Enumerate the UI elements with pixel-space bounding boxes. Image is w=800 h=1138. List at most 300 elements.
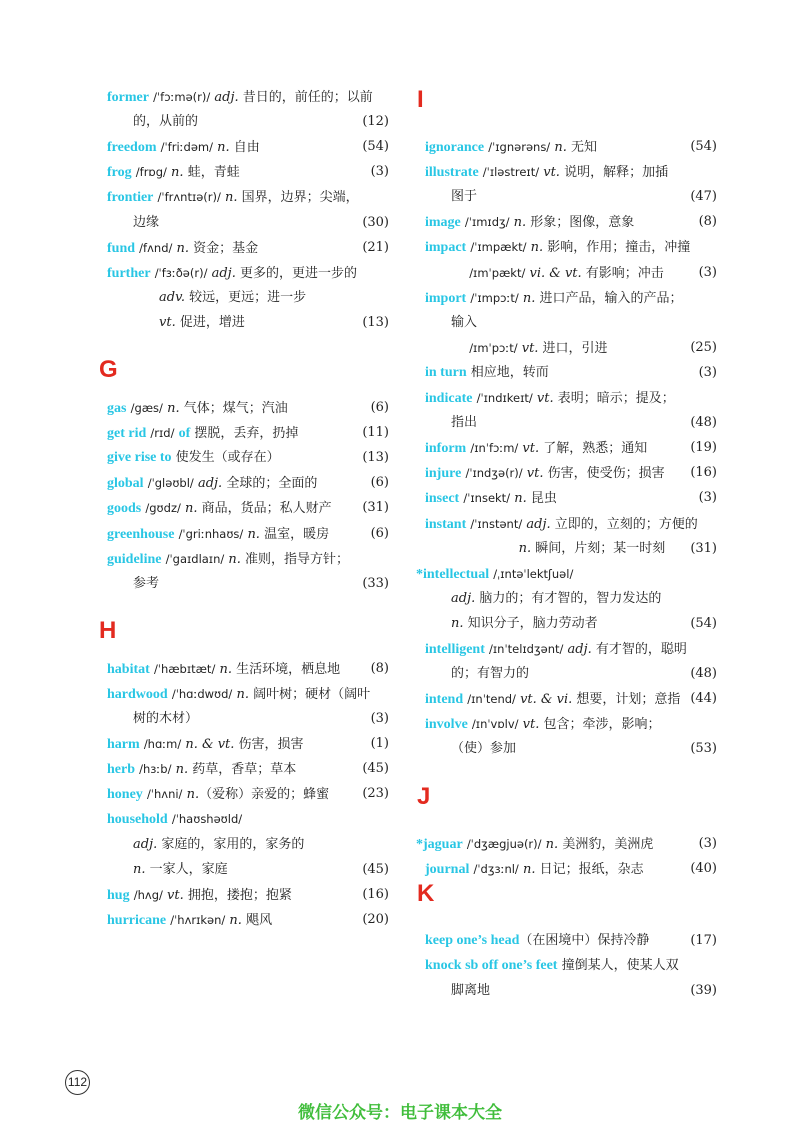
- phonetic: /ˈhʌrɪkən/: [170, 912, 226, 927]
- entry-text: [107, 808, 242, 831]
- part-of-speech: adj.: [214, 90, 239, 105]
- entry-text: [425, 513, 698, 536]
- phonetic: /hʌg/: [133, 887, 163, 902]
- phonetic: /ˈɪnsekt/: [463, 491, 511, 506]
- definition: 家庭的，家用的，家务的: [157, 836, 305, 852]
- lesson-page-ref: (3): [698, 364, 717, 380]
- glossary-entry: [107, 136, 389, 158]
- phonetic: /ˈfɔːmə(r)/: [153, 90, 211, 104]
- glossary-entry: [107, 161, 389, 183]
- part-of-speech: n.: [554, 140, 567, 155]
- entry-text: [159, 287, 306, 309]
- glossary-entry: [107, 683, 389, 705]
- lesson-page-ref: (48): [690, 415, 717, 431]
- glossary-entry: [425, 211, 717, 233]
- lesson-page-ref: (21): [362, 239, 389, 255]
- entry-text: [469, 337, 607, 360]
- part-of-speech: vt.: [526, 466, 544, 482]
- entry-text: [416, 833, 653, 856]
- headword: instant: [425, 516, 467, 532]
- glossary-continuation: [107, 287, 389, 309]
- glossary-continuation: [425, 538, 717, 560]
- headword: honey: [107, 787, 143, 803]
- glossary-continuation: [107, 212, 389, 234]
- definition: 自由: [229, 140, 260, 156]
- definition: 输入: [451, 314, 478, 330]
- lesson-page-ref: (54): [690, 615, 717, 631]
- lesson-page-ref: (11): [362, 425, 389, 441]
- lesson-page-ref: (16): [362, 886, 389, 902]
- lesson-page-ref: (1): [370, 736, 389, 752]
- definition: （爱称）亲爱的；蜂蜜: [199, 787, 330, 803]
- part-of-speech: n.: [522, 290, 536, 306]
- definition: 摆脱，丢弃，扔掉: [190, 426, 299, 442]
- entry-text: [107, 397, 288, 420]
- part-of-speech: n.: [530, 240, 544, 256]
- phonetic: /ˈfrʌntɪə(r)/: [157, 190, 221, 205]
- headword: greenhouse: [107, 526, 175, 542]
- definition: 无知: [566, 140, 597, 155]
- phonetic: /ˈdʒɜːnl/: [473, 861, 519, 876]
- part-of-speech: n. & vt.: [185, 737, 235, 753]
- headword: ignorance: [425, 140, 485, 155]
- headword: goods: [107, 501, 142, 517]
- definition: 资金；基金: [189, 240, 259, 256]
- phonetic: /frɒg/: [135, 165, 167, 180]
- part-of-speech: vi. & vt.: [529, 265, 582, 281]
- part-of-speech: adj.: [197, 476, 223, 492]
- glossary-continuation: [107, 859, 389, 881]
- glossary-entry: [107, 237, 389, 259]
- lesson-page-ref: (12): [362, 114, 389, 130]
- headword: former: [107, 90, 149, 105]
- glossary-entry: [107, 447, 389, 469]
- lesson-page-ref: (3): [698, 835, 717, 851]
- definition: 了解，熟悉；通知: [539, 441, 648, 457]
- definition: 想要，计划；意指: [572, 692, 681, 708]
- lesson-page-ref: (8): [698, 214, 717, 230]
- phonetic: /fʌnd/: [139, 240, 173, 255]
- part-of-speech: n.: [514, 491, 527, 507]
- entry-text: [425, 362, 549, 384]
- entry-text: [451, 412, 477, 434]
- lesson-page-ref: (25): [690, 339, 717, 355]
- glossary-continuation: [107, 834, 389, 856]
- headword: impact: [425, 240, 467, 256]
- headword: habitat: [107, 661, 150, 677]
- phonetic: /ˈɪmɪdʒ/: [464, 215, 510, 230]
- definition: 温室，暖房: [259, 526, 330, 542]
- phonetic: /ˈhɑːdwʊd/: [171, 686, 233, 701]
- glossary-entry: [425, 287, 717, 309]
- definition: 影响，作用；撞击，冲撞: [543, 240, 691, 256]
- definition: 阔叶树；硬材（阔叶: [248, 686, 371, 702]
- glossary-continuation: [425, 980, 717, 1002]
- part-of-speech: n.: [247, 526, 260, 542]
- glossary-entry: [107, 783, 389, 805]
- glossary-continuation: [425, 262, 717, 284]
- glossary-continuation: [425, 738, 717, 760]
- definition: 边缘: [133, 214, 160, 230]
- part-of-speech: n.: [171, 165, 184, 181]
- lesson-page-ref: (3): [370, 164, 389, 180]
- definition: 说明，解释；加插: [559, 165, 669, 181]
- lesson-page-ref: (23): [362, 786, 389, 802]
- part-of-speech: n.: [513, 215, 527, 231]
- definition: 有影响；冲击: [581, 265, 664, 281]
- definition: 气体；煤气；汽油: [179, 401, 288, 416]
- definition: 蛙，青蛙: [183, 165, 240, 181]
- headword: *intellectual: [416, 566, 490, 582]
- headword: frontier: [107, 190, 154, 206]
- phonetic: /ˈɪndʒə(r)/: [465, 466, 523, 481]
- glossary-entry: [425, 513, 717, 535]
- definition: 拥抱，搂抱；抱紧: [183, 887, 292, 903]
- headword: further: [107, 265, 151, 281]
- headword: herb: [107, 762, 135, 778]
- headword: knock sb off one’s feet: [425, 957, 558, 973]
- entry-text: [107, 733, 304, 756]
- entry-text: [107, 136, 260, 159]
- entry-text: [107, 422, 298, 445]
- phonetic: /ˈhæbɪtæt/: [153, 661, 216, 676]
- part-of-speech: n.: [545, 836, 559, 852]
- lesson-page-ref: (39): [690, 982, 717, 998]
- glossary-entry: [425, 713, 717, 735]
- part-of-speech: n.: [229, 912, 242, 928]
- phonetic: /ɪnˈvɒlv/: [471, 717, 519, 732]
- headword: guideline: [107, 551, 162, 567]
- entry-text: [425, 688, 680, 711]
- glossary-continuation: [425, 186, 717, 208]
- glossary-continuation: [107, 111, 389, 133]
- part-of-speech: vt.: [167, 887, 184, 903]
- lesson-page-ref: (17): [690, 932, 717, 948]
- glossary-entry: [107, 658, 389, 680]
- entry-text: [133, 111, 198, 133]
- definition: 有才智的，聪明: [591, 642, 687, 657]
- glossary-continuation: [107, 312, 389, 334]
- headword: involve: [425, 717, 468, 733]
- headword: freedom: [107, 140, 157, 156]
- glossary-entry: [107, 472, 389, 494]
- headword: insect: [425, 491, 460, 507]
- definition: 较远，更远；进一步: [185, 289, 307, 305]
- lesson-page-ref: (3): [698, 490, 717, 506]
- lesson-page-ref: (48): [690, 666, 717, 682]
- glossary-entry: [425, 930, 717, 952]
- part-of-speech: vt.: [522, 717, 540, 733]
- definition: 更多的，更进一步的: [235, 265, 357, 281]
- glossary-continuation: [425, 312, 717, 334]
- part-of-speech: n.: [217, 140, 230, 156]
- entry-text: [425, 387, 675, 410]
- phonetic: /rɪd/: [150, 426, 175, 441]
- headword: image: [425, 215, 461, 231]
- entry-text: [107, 909, 272, 932]
- section-letter-j: J: [417, 782, 431, 810]
- entry-text: [425, 236, 690, 259]
- glossary-entry: [107, 86, 389, 108]
- lesson-page-ref: (54): [362, 139, 389, 155]
- definition: 一家人，家庭: [145, 861, 228, 877]
- entry-text: [133, 834, 304, 856]
- phonetic: /hɜːb/: [139, 762, 172, 777]
- lesson-page-ref: (3): [698, 264, 717, 280]
- phonetic: /gʊdz/: [145, 501, 181, 516]
- entry-text: [425, 136, 597, 159]
- definition: 包含；牵涉，影响；: [539, 717, 661, 733]
- entry-text: [425, 211, 634, 234]
- phonetic: /ˈɪmpækt/: [470, 240, 527, 255]
- part-of-speech: n.: [451, 615, 464, 631]
- lesson-page-ref: (45): [362, 861, 389, 877]
- glossary-entry: [107, 733, 389, 755]
- glossary-entry: [425, 955, 717, 977]
- entry-text: [425, 462, 665, 485]
- definition: 图于: [451, 189, 478, 205]
- phonetic: /hɑːm/: [143, 737, 182, 752]
- section-letter-g: G: [99, 356, 118, 383]
- headword: injure: [425, 466, 462, 482]
- glossary-entry: [107, 548, 389, 570]
- entry-text: [425, 638, 687, 661]
- glossary-entry: [425, 387, 717, 409]
- headword: gas: [107, 401, 127, 416]
- part-of-speech: n.: [185, 501, 198, 517]
- phonetic: /ˈgləʊbl/: [147, 476, 194, 491]
- glossary-continuation: [425, 412, 717, 434]
- headword: *jaguar: [416, 836, 463, 852]
- entry-text: [451, 663, 529, 685]
- phonetic: /ɪmˈpɔːt/: [469, 340, 518, 355]
- definition: 立即的，立刻的；方便的: [550, 516, 698, 532]
- definition: 形象；图像，意象: [526, 215, 635, 231]
- definition: 参考: [133, 575, 160, 591]
- definition: 生活环境，栖息地: [231, 661, 341, 677]
- phonetic: /ˈgaɪdlaɪn/: [165, 551, 225, 566]
- entry-text: [451, 588, 661, 610]
- entry-text: [451, 613, 598, 635]
- entry-text: [133, 573, 159, 595]
- part-of-speech: vt.: [536, 391, 554, 406]
- glossary-entry: [425, 487, 717, 509]
- lesson-page-ref: (8): [370, 660, 389, 676]
- definition: 飓风: [241, 912, 273, 928]
- glossary-entry: [107, 397, 389, 419]
- lesson-page-ref: (31): [362, 500, 389, 516]
- definition: 表明；暗示；提及；: [553, 391, 675, 406]
- lesson-page-ref: (6): [370, 525, 389, 541]
- definition: 昆虫: [526, 491, 557, 507]
- entry-text: [107, 658, 340, 681]
- part-of-speech: n.: [175, 762, 189, 778]
- lesson-page-ref: (3): [370, 711, 389, 726]
- section-letter-h: H: [99, 616, 117, 644]
- glossary-continuation: [425, 663, 717, 685]
- phonetic: /ˈɪgnərəns/: [488, 140, 551, 154]
- phonetic: /ɪnˈfɔːm/: [470, 441, 519, 456]
- definition: 瞬间，片刻；某一时刻: [531, 540, 666, 556]
- phonetic: /gæs/: [130, 401, 163, 415]
- headword: hug: [107, 887, 130, 903]
- section-letter-i: I: [417, 86, 424, 113]
- definition: 知识分子，脑力劳动者: [463, 615, 598, 631]
- entry-text: [107, 683, 370, 706]
- glossary-entry: [107, 808, 389, 830]
- entry-text: [416, 563, 573, 586]
- phonetic: /ɪnˈtend/: [467, 692, 516, 707]
- glossary-entry: [107, 497, 389, 519]
- entry-text: [107, 884, 292, 907]
- definition: （使）参加: [451, 741, 517, 757]
- entry-text: [425, 487, 557, 510]
- lesson-page-ref: (6): [370, 400, 389, 415]
- entry-text: [451, 980, 490, 1002]
- headword: illustrate: [425, 165, 479, 181]
- lesson-page-ref: (54): [690, 139, 717, 154]
- entry-text: [107, 237, 258, 260]
- headword: journal: [425, 861, 470, 877]
- glossary-entry: [416, 563, 717, 585]
- definition: 全球的；全面的: [222, 476, 318, 492]
- entry-text: [451, 738, 516, 760]
- phonetic: /ɪnˈtelɪdʒənt/: [489, 642, 564, 656]
- entry-text: [107, 86, 373, 109]
- definition: 国界，边界；尖端，: [237, 190, 359, 206]
- entry-text: [107, 186, 359, 209]
- definition: 的，从前的: [133, 114, 199, 130]
- glossary-entry: [107, 884, 389, 906]
- phonetic: /ˈfɜːðə(r)/: [154, 265, 208, 280]
- entry-text: [425, 858, 644, 881]
- glossary-continuation: [107, 573, 389, 595]
- entry-text: [107, 548, 349, 571]
- definition: 指出: [451, 415, 478, 431]
- definition: （在困境中）保持冷静: [519, 932, 650, 948]
- entry-text: [107, 497, 332, 520]
- entry-text: [451, 312, 477, 334]
- entry-text: [107, 161, 240, 184]
- entry-text: [133, 859, 228, 881]
- glossary-entry: [425, 858, 717, 880]
- part-of-speech: n.: [176, 240, 190, 256]
- lesson-page-ref: (6): [370, 475, 389, 491]
- entry-text: [425, 930, 649, 952]
- part-of-speech: adj.: [451, 590, 476, 606]
- lesson-page-ref: (19): [690, 440, 717, 456]
- definition: 伤害，使受伤；损害: [543, 466, 665, 482]
- part-of-speech: n.: [133, 861, 146, 877]
- definition: 日记；报纸，杂志: [535, 861, 644, 877]
- entry-text: [425, 955, 679, 977]
- headword: intelligent: [425, 642, 485, 657]
- headword: import: [425, 290, 467, 306]
- headword: hurricane: [107, 912, 167, 928]
- entry-text: [133, 212, 159, 234]
- lesson-page-ref: (45): [362, 761, 389, 777]
- phonetic: /ˈɪnstənt/: [470, 516, 523, 531]
- part-of-speech: vt.: [159, 314, 176, 330]
- definition: 脚离地: [451, 982, 491, 998]
- lesson-page-ref: (20): [362, 911, 389, 927]
- entry-text: [107, 783, 329, 806]
- definition: 昔日的，前任的；以前: [238, 90, 373, 105]
- part-of-speech: n.: [219, 661, 232, 677]
- headword: frog: [107, 165, 132, 181]
- glossary-entry: [425, 688, 717, 710]
- definition: 促进，增进: [175, 314, 245, 330]
- lesson-page-ref: (30): [362, 214, 389, 230]
- definition: 伤害，损害: [234, 737, 304, 753]
- definition: 使发生（或存在）: [171, 450, 280, 466]
- glossary-entry: [425, 462, 717, 484]
- phonetic: /ɪmˈpækt/: [469, 265, 526, 280]
- lesson-page-ref: (13): [362, 450, 389, 466]
- entry-text: [425, 161, 668, 184]
- entry-text: [107, 523, 329, 546]
- lesson-page-ref: (40): [690, 860, 717, 876]
- definition: 进口产品，输入的产品；: [535, 290, 683, 306]
- lesson-page-ref: (47): [690, 189, 717, 205]
- headword: global: [107, 476, 144, 492]
- entry-text: [107, 472, 317, 495]
- definition: 撞倒某人，使某人双: [557, 957, 679, 973]
- part-of-speech: vt.: [521, 340, 539, 356]
- lesson-page-ref: (16): [690, 465, 717, 481]
- lesson-page-ref: (53): [690, 741, 717, 757]
- glossary-entry: [107, 523, 389, 545]
- headword: hardwood: [107, 686, 168, 702]
- definition: 美洲豹，美洲虎: [558, 836, 654, 852]
- part-of-speech: n.: [522, 861, 536, 877]
- definition: 脑力的；有才智的，智力发达的: [475, 590, 662, 606]
- definition: 进口，引进: [538, 340, 608, 356]
- phonetic: /ˈhʌni/: [146, 787, 183, 802]
- definition: 相应地，转而: [466, 364, 549, 380]
- lesson-page-ref: (44): [690, 691, 717, 707]
- lesson-page-ref: (33): [362, 575, 389, 591]
- glossary-entry: [425, 362, 717, 384]
- glossary-continuation: [425, 613, 717, 635]
- entry-text: [469, 262, 664, 285]
- headword: fund: [107, 240, 136, 256]
- entry-text: [519, 538, 666, 560]
- entry-text: [133, 708, 198, 730]
- phonetic: /ˌɪntəˈlektʃuəl/: [493, 566, 574, 581]
- page-number: 112: [65, 1070, 90, 1095]
- entry-text: [107, 758, 296, 781]
- definition: 药草，香草；草本: [188, 762, 297, 778]
- glossary-entry: [107, 186, 389, 208]
- section-letter-k: K: [417, 879, 435, 907]
- watermark: 微信公众号：电子课本大全: [298, 1103, 502, 1123]
- headword: of: [178, 426, 191, 442]
- part-of-speech: n.: [228, 551, 241, 567]
- headword: household: [107, 812, 168, 828]
- glossary-entry: [107, 262, 389, 284]
- headword: in turn: [425, 364, 467, 380]
- part-of-speech: n.: [167, 401, 180, 416]
- part-of-speech: n.: [186, 787, 200, 803]
- part-of-speech: vt. & vi.: [520, 692, 573, 708]
- glossary-entry: [425, 136, 717, 158]
- phonetic: /ˈhaʊshəʊld/: [171, 812, 243, 827]
- entry-text: [451, 186, 477, 208]
- part-of-speech: adv.: [159, 289, 186, 305]
- glossary-entry: [425, 437, 717, 459]
- definition: 的；有智力的: [451, 666, 530, 682]
